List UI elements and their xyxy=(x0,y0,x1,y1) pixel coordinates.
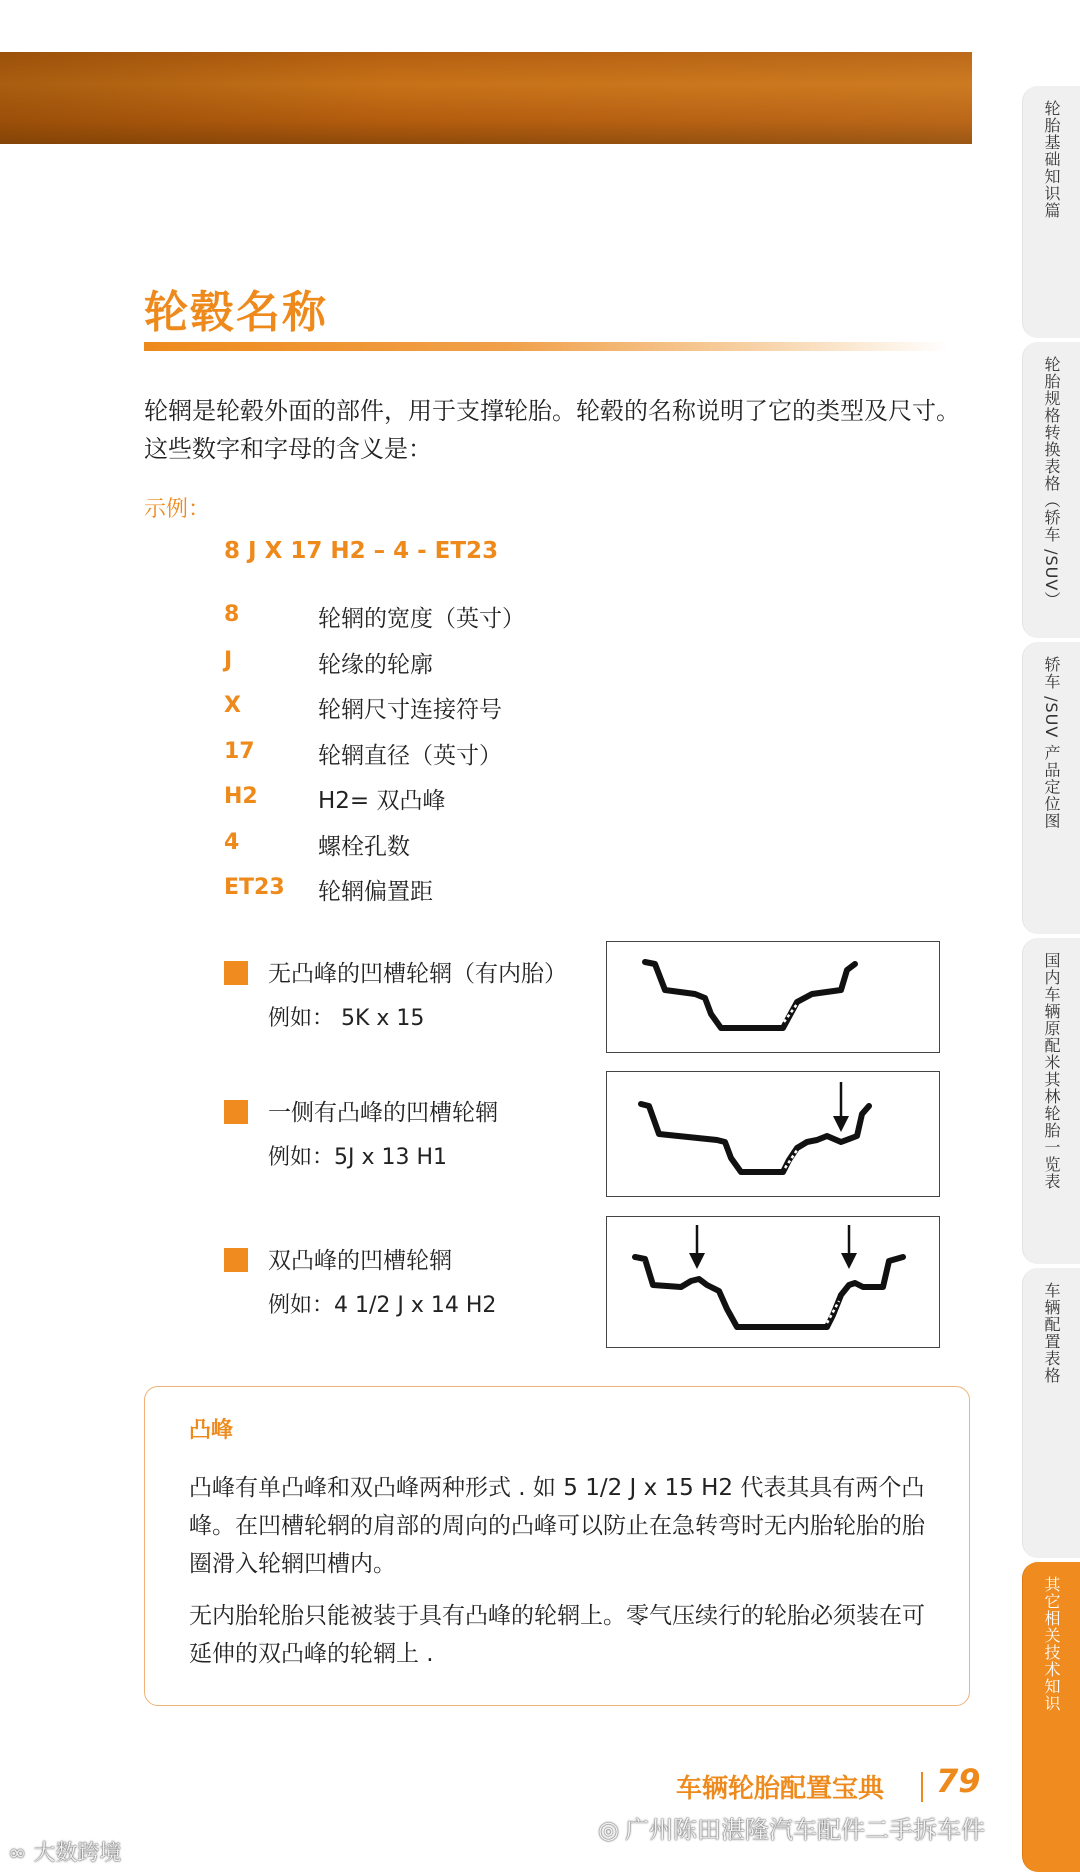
rim-type-example: 例如： 5K x 15 xyxy=(268,1006,425,1031)
section-side-tabs xyxy=(1022,0,1080,1872)
side-tab-oe-fitment-list[interactable] xyxy=(1022,938,1080,1264)
page-number: 79 xyxy=(936,1762,981,1800)
legend-description: H2= 双凸峰 xyxy=(318,788,446,814)
legend-row-offset xyxy=(224,869,724,915)
footer-book-title: 车辆轮胎配置宝典 xyxy=(676,1774,885,1804)
legend-code: ET23 xyxy=(224,875,285,900)
rim-profile-no-hump-diagram xyxy=(606,941,940,1053)
note-title: 凸峰 xyxy=(189,1418,234,1443)
side-tab-label: 其它相关技术知识 xyxy=(1042,1576,1061,1712)
side-tab-product-positioning[interactable] xyxy=(1022,642,1080,934)
legend-description: 轮缘的轮廓 xyxy=(318,651,433,678)
hump-note-box xyxy=(144,1386,970,1706)
rim-profile-double-hump-diagram xyxy=(606,1216,940,1348)
example-label: 示例： xyxy=(144,497,211,522)
wechat-icon: ◎ xyxy=(598,1816,619,1844)
legend-code: H2 xyxy=(224,784,258,809)
side-tab-label: 轿车 /SUV 产品定位图 xyxy=(1042,656,1061,830)
left-hump-arrowhead-icon xyxy=(689,1253,705,1269)
watermark-logo-icon: ∞ xyxy=(8,1841,27,1866)
watermark-left-text: 大数跨境 xyxy=(33,1841,122,1866)
example-code: 8 J X 17 H2 – 4 - ET23 xyxy=(224,538,499,564)
legend-row-bolt-holes xyxy=(224,824,724,870)
side-tab-label: 轮胎规格转换表格（轿车 /SUV） xyxy=(1042,356,1061,609)
orange-square-bullet-icon xyxy=(224,1248,248,1272)
footer-divider xyxy=(921,1772,923,1802)
rim-profile-single-hump-diagram xyxy=(606,1071,940,1197)
rim-profile-no-hump-svg xyxy=(607,942,939,1052)
watermark-left xyxy=(8,1836,121,1867)
page-title: 轮毂名称 xyxy=(144,287,328,338)
note-paragraph: 无内胎轮胎只能被装于具有凸峰的轮辋上。零气压续行的轮胎必须装在可延伸的双凸峰的轮辋上 . xyxy=(189,1603,925,1667)
legend-code: 8 xyxy=(224,602,240,627)
note-paragraph: 凸峰有单凸峰和双凸峰两种形式 . 如 5 1/2 J x 15 H2 代表其具有两个凸峰。在凹槽轮辋的肩部的周向的凸峰可以防止在急转弯时无内胎轮胎的胎圈滑入轮辋凹槽内。 xyxy=(189,1475,925,1577)
legend-row-connector xyxy=(224,687,724,733)
hump-arrowhead-icon xyxy=(833,1116,849,1132)
header-banner xyxy=(0,52,972,144)
rim-type-name: 一侧有凸峰的凹槽轮辋 xyxy=(268,1100,498,1126)
legend-code: 4 xyxy=(224,829,240,855)
rim-type-name: 双凸峰的凹槽轮辋 xyxy=(268,1248,452,1274)
rim-type-example: 例如：4 1/2 J x 14 H2 xyxy=(268,1293,497,1318)
legend-code: X xyxy=(224,693,241,718)
watermark-right-text: 广州陈田湛隆汽车配件二手拆车件 xyxy=(624,1816,985,1844)
legend-code: 17 xyxy=(224,738,255,764)
legend-row-width xyxy=(224,596,724,642)
side-tab-label: 轮胎基础知识篇 xyxy=(1042,100,1061,219)
legend-description: 轮辋偏置距 xyxy=(318,879,433,905)
legend-row-hump xyxy=(224,778,724,824)
legend-description: 轮辋直径（英寸） xyxy=(318,742,502,769)
side-tab-other-tech[interactable] xyxy=(1022,1562,1080,1872)
legend-row-flange xyxy=(224,642,724,688)
right-hump-arrowhead-icon xyxy=(841,1253,857,1269)
side-tab-label: 车辆配置表格 xyxy=(1042,1282,1061,1384)
rim-type-example: 例如：5J x 13 H1 xyxy=(268,1145,448,1170)
title-underline xyxy=(144,342,948,351)
code-legend xyxy=(224,596,724,915)
side-tab-tire-basics[interactable] xyxy=(1022,86,1080,338)
watermark-right xyxy=(598,1810,985,1845)
intro-paragraph: 轮辋是轮毂外面的部件，用于支撑轮胎。轮毂的名称说明了它的类型及尺寸。这些数字和字母的含义是： xyxy=(144,397,960,463)
rim-type-name: 无凸峰的凹槽轮辋（有内胎） xyxy=(268,961,567,987)
legend-code: J xyxy=(224,647,233,673)
legend-row-diameter xyxy=(224,733,724,779)
legend-description: 螺栓孔数 xyxy=(318,833,410,860)
side-tab-label: 国内车辆原配米其林轮胎一览表 xyxy=(1042,952,1061,1190)
rim-profile-single-hump-svg xyxy=(607,1072,939,1196)
orange-square-bullet-icon xyxy=(224,961,248,985)
rim-profile-double-hump-svg xyxy=(607,1217,939,1347)
side-tab-vehicle-config[interactable] xyxy=(1022,1268,1080,1558)
orange-square-bullet-icon xyxy=(224,1100,248,1124)
legend-description: 轮辋尺寸连接符号 xyxy=(318,697,502,723)
side-tab-size-conversion[interactable] xyxy=(1022,342,1080,638)
legend-description: 轮辋的宽度（英寸） xyxy=(318,606,525,632)
